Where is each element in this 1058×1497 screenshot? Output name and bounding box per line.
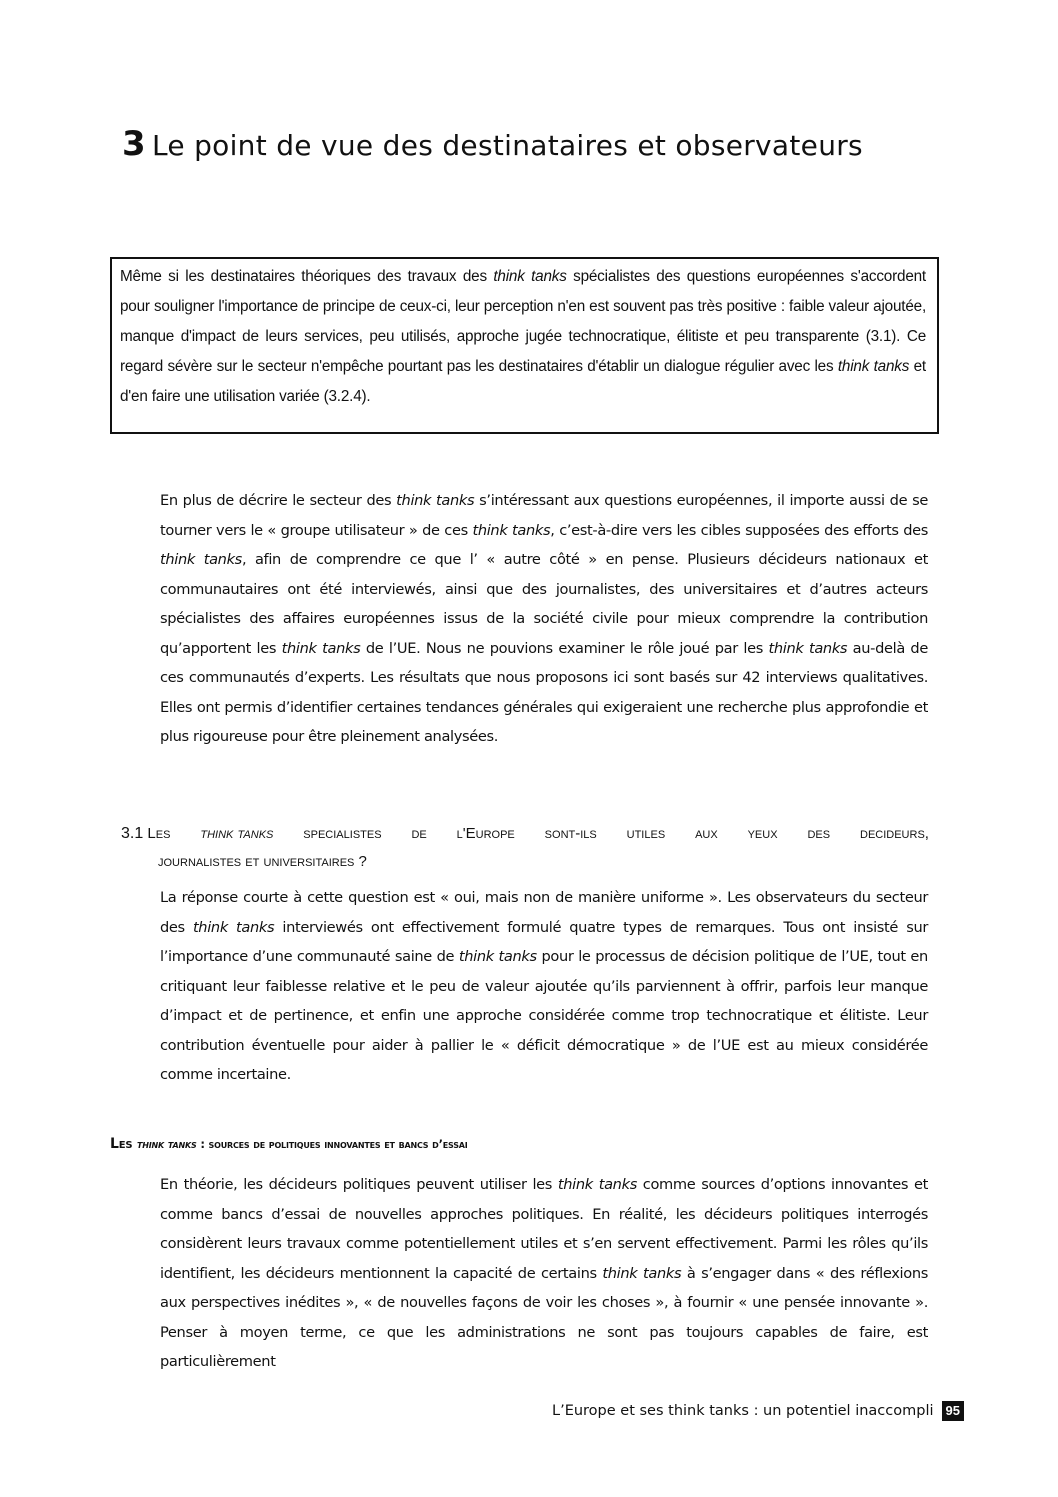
- subheading-rest: : sources de politiques innovantes et bancs d’essai: [196, 1137, 468, 1151]
- heading-word: l'Europe: [456, 825, 515, 842]
- heading-word: aux: [695, 825, 718, 842]
- italic-term: think tanks: [493, 268, 567, 285]
- text-run: pour le processus de décision politique de l’UE, tout en critiquant leur faiblesse relative et le peu de valeur ajoutée qu’ils parviennent à offrir, parfois leur manque d’impact et de pertinence, et enfin une approche considérée comme trop technocratique et élitiste. Leur contribution éventuelle pour aider à pallier le « déficit démocratique » de l’UE est au mieux considérée comme incertaine.: [160, 948, 928, 1083]
- text-run: à s’engager dans « des réflexions aux perspectives inédites », « de nouvelles façons de voir les choses », à fournir « une pensée innovante ». Penser à moyen terme, ce que les administrations ne sont pas toujours capables de faire, est particulièrement: [160, 1264, 928, 1370]
- chapter-number: 3: [122, 124, 146, 164]
- subsection-paragraph: [160, 1170, 928, 1377]
- page-footer: [552, 1401, 964, 1421]
- italic-term: think tanks: [602, 1264, 682, 1282]
- text-run: , afin de comprendre ce que l’ « autre côté » en pense. Plusieurs décideurs nationaux et communautaires ont été interviewés, ainsi que des journalistes, des universitaires et d’autres acteurs spécialistes des affaires européennes issus de la société civile pour mieux comprendre la contribution qu’apportent les: [160, 551, 928, 657]
- italic-term: think tanks: [396, 492, 475, 509]
- page-number: 95: [942, 1401, 964, 1421]
- italic-term: think tanks: [192, 918, 275, 936]
- text-run: et d'en faire une utilisation variée (3.2.4).: [120, 358, 926, 405]
- text-run: de l’UE. Nous ne pouvions examiner le rôle joué par les: [360, 639, 769, 657]
- heading-word: yeux: [747, 825, 778, 842]
- section-heading-line-1: [121, 820, 929, 848]
- heading-word: utiles: [626, 825, 666, 842]
- intro-paragraph: [160, 486, 928, 752]
- text-run: spécialistes des questions européennes s'accordent pour souligner l'importance de principe de ceux-ci, leur perception n'en est souvent pas très positive : faible valeur ajoutée, manque d'impact de leurs services, peu utilisés, approche jugée technocratique, élitiste et peu transparente (3.1). Ce regard sévère sur le secteur n'empêche pourtant pas les destinataires d'établir un dialogue régulier avec les: [120, 268, 926, 375]
- section-heading-3-1: [121, 820, 929, 876]
- text-run: En plus de décrire le secteur des: [160, 492, 397, 509]
- heading-word: decideurs,: [860, 825, 929, 842]
- text-run: comme sources d’options innovantes et comme bancs d’essai de nouvelles approches politiques. En réalité, les décideurs politiques interrogés considèrent leurs travaux comme potentiellement utiles et s’en servent effectivement. Parmi les rôles qu’ils identifient, les décideurs mentionnent la capacité de certains: [160, 1176, 928, 1282]
- heading-word: sont-ils: [544, 825, 597, 842]
- italic-term: think tanks: [472, 521, 551, 539]
- text-run: En théorie, les décideurs politiques peuvent utiliser les: [160, 1176, 558, 1193]
- section-number: 3.1: [121, 825, 144, 842]
- subheading-prefix: Les: [110, 1136, 138, 1152]
- subheading-italic-term: think tanks: [137, 1137, 197, 1151]
- subsection-heading: [110, 1136, 468, 1152]
- italic-term: think tanks: [281, 639, 361, 657]
- heading-word: des: [807, 825, 831, 842]
- section-paragraph: [160, 883, 928, 1090]
- summary-text: [120, 262, 926, 412]
- heading-word: specialistes: [303, 825, 382, 842]
- chapter-summary-box: [110, 257, 939, 434]
- text-run: interviewés ont effectivement formulé quatre types de remarques. Tous ont insisté sur l’importance d’une communauté saine de: [160, 918, 928, 965]
- text-run: Même si les destinataires théoriques des travaux des: [120, 268, 494, 285]
- italic-term: think tanks: [768, 639, 848, 657]
- text-run: au-delà de ces communautés d’experts. Les résultats que nous proposons ici sont basés sur 42 interviews qualitatives. Elles ont permis d’identifier certaines tendances générales qui exigeraient une recherche plus approfondie et plus rigoureuse pour être pleinement analysées.: [160, 639, 928, 745]
- italic-term: think tanks: [458, 948, 537, 965]
- text-run: s’intéressant aux questions européennes, il importe aussi de se tourner vers le « groupe utilisateur » de ces: [160, 492, 928, 539]
- italic-term: think tanks: [557, 1176, 637, 1193]
- text-run: La réponse courte à cette question est « oui, mais non de manière uniforme ». Les observateurs du secteur des: [160, 889, 928, 936]
- heading-word: de: [411, 825, 427, 842]
- running-title: L’Europe et ses think tanks : un potentiel inaccompli: [552, 1403, 934, 1419]
- heading-italic-term: think tanks: [200, 825, 274, 842]
- heading-word: Les: [147, 825, 171, 842]
- italic-term: think tanks: [160, 551, 242, 568]
- chapter-title: [122, 124, 863, 164]
- section-heading-line-2: journalistes et universitaires ?: [158, 853, 367, 870]
- italic-term: think tanks: [837, 358, 910, 375]
- chapter-title-text: Le point de vue des destinataires et observateurs: [151, 129, 863, 162]
- text-run: , c’est-à-dire vers les cibles supposées des efforts des: [550, 521, 928, 539]
